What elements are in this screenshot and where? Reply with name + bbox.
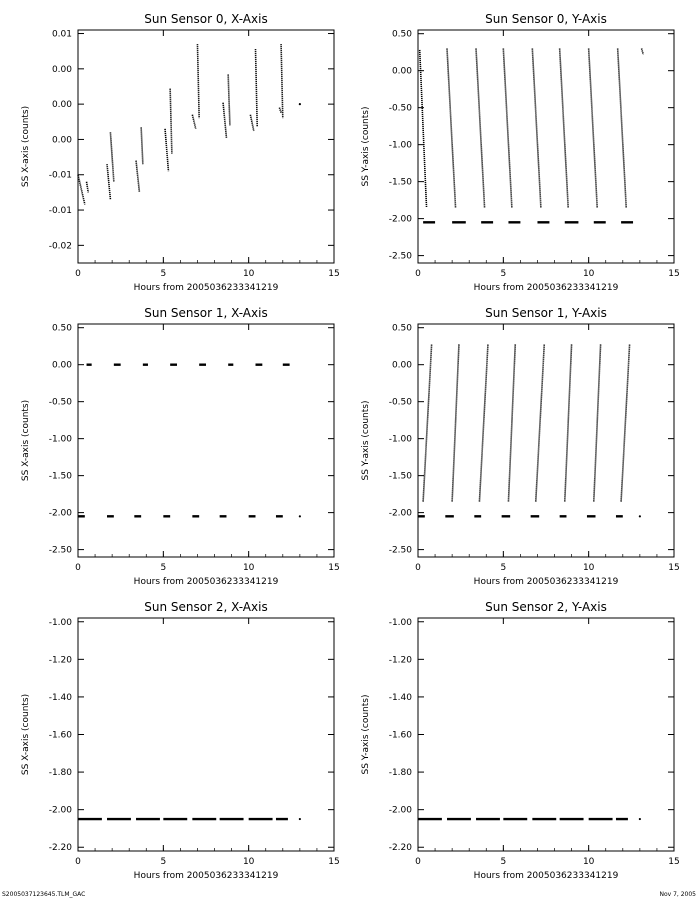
x-tick-label: 15 xyxy=(328,269,340,279)
x-tick-label: 5 xyxy=(160,857,167,867)
y-axis-label: SS X-axis (counts) xyxy=(21,693,31,776)
data-segment xyxy=(250,115,253,131)
panel-1 xyxy=(361,12,680,293)
plot-frame xyxy=(78,324,334,557)
data-segment xyxy=(536,344,545,502)
x-tick-label: 5 xyxy=(500,269,507,279)
x-tick-label: 10 xyxy=(582,857,595,867)
y-tick-label: -2.20 xyxy=(48,843,72,854)
y-tick-label: -1.80 xyxy=(388,768,412,779)
y-tick-label: 0.50 xyxy=(51,323,72,334)
data-segment xyxy=(589,48,598,207)
y-tick-label: -2.20 xyxy=(388,843,412,854)
data-segment xyxy=(532,48,541,207)
data-segment xyxy=(560,48,569,207)
data-segment xyxy=(136,161,139,193)
y-tick-label: -0.50 xyxy=(48,397,72,408)
y-tick-label: -1.80 xyxy=(48,768,72,779)
data-segment xyxy=(165,129,168,171)
series-0 xyxy=(418,344,641,517)
x-tick-label: 0 xyxy=(415,269,421,279)
x-axis-label: Hours from 2005036233341219 xyxy=(473,283,619,293)
data-segment xyxy=(107,164,110,199)
data-point xyxy=(639,818,641,820)
data-segment xyxy=(476,48,485,207)
y-axis-label: SS Y-axis (counts) xyxy=(361,694,371,775)
data-segment xyxy=(479,344,488,502)
y-tick-label: -1.60 xyxy=(388,730,412,741)
y-tick-label: -1.50 xyxy=(388,471,412,482)
plot-frame xyxy=(78,618,334,851)
chart-title: Sun Sensor 1, X-Axis xyxy=(144,306,268,320)
y-tick-label: -1.00 xyxy=(388,140,412,151)
data-segment xyxy=(594,344,601,502)
x-tick-label: 10 xyxy=(242,563,255,573)
panel-0 xyxy=(21,12,340,293)
y-tick-label: -1.40 xyxy=(48,692,72,703)
data-point xyxy=(299,103,301,105)
y-tick-label: 0.00 xyxy=(51,360,72,371)
y-tick-label: -2.00 xyxy=(388,508,412,519)
x-tick-label: 10 xyxy=(242,857,255,867)
y-tick-label: -2.50 xyxy=(388,545,412,556)
y-axis-label: SS Y-axis (counts) xyxy=(361,106,371,187)
chart-title: Sun Sensor 0, X-Axis xyxy=(144,12,268,26)
y-axis-label: SS X-axis (counts) xyxy=(21,105,31,188)
plot-frame xyxy=(78,30,334,263)
y-tick-label: -0.50 xyxy=(388,103,412,114)
x-tick-label: 5 xyxy=(500,857,507,867)
y-tick-label: 0.00 xyxy=(51,100,72,111)
panel-4 xyxy=(21,600,340,881)
series-1 xyxy=(78,515,301,517)
data-segment xyxy=(197,44,199,118)
y-axis-label: SS X-axis (counts) xyxy=(21,399,31,482)
x-tick-label: 0 xyxy=(75,269,81,279)
y-tick-label: -1.00 xyxy=(388,434,412,445)
data-segment xyxy=(642,48,644,54)
y-axis-label: SS Y-axis (counts) xyxy=(361,400,371,481)
y-tick-label: -1.50 xyxy=(48,471,72,482)
x-axis-label: Hours from 2005036233341219 xyxy=(473,577,619,587)
data-segment xyxy=(447,48,456,207)
footer-filename: S2005037123645.TLM_GAC xyxy=(2,891,86,898)
data-segment xyxy=(565,344,572,502)
data-segment xyxy=(508,344,515,502)
x-tick-label: 15 xyxy=(668,269,680,279)
y-tick-label: -2.00 xyxy=(388,805,412,816)
y-tick-label: -0.01 xyxy=(48,170,72,181)
data-segment xyxy=(228,74,230,125)
data-segment xyxy=(423,344,432,502)
y-tick-label: 0.50 xyxy=(391,29,412,40)
x-tick-label: 10 xyxy=(582,269,595,279)
x-axis-label: Hours from 2005036233341219 xyxy=(473,871,619,881)
data-segment xyxy=(279,108,281,113)
data-segment xyxy=(141,127,143,164)
data-point xyxy=(299,818,301,820)
y-tick-label: 0.00 xyxy=(391,360,412,371)
data-segment xyxy=(223,103,226,138)
x-tick-label: 15 xyxy=(668,857,680,867)
y-tick-label: -0.01 xyxy=(48,206,72,217)
y-tick-label: -1.20 xyxy=(388,655,412,666)
x-axis-label: Hours from 2005036233341219 xyxy=(133,871,279,881)
data-segment xyxy=(618,48,627,207)
x-axis-label: Hours from 2005036233341219 xyxy=(133,577,279,587)
y-tick-label: 0.50 xyxy=(391,323,412,334)
data-segment xyxy=(78,175,85,205)
y-tick-label: 0.00 xyxy=(391,66,412,77)
x-tick-label: 15 xyxy=(328,563,340,573)
data-segment xyxy=(170,89,172,154)
series-0 xyxy=(418,818,641,820)
footer-date: Nov 7, 2005 xyxy=(659,891,696,898)
data-point xyxy=(299,515,301,517)
data-segment xyxy=(281,44,283,118)
series-0 xyxy=(78,44,301,204)
data-segment xyxy=(110,132,113,181)
y-tick-label: 0.00 xyxy=(51,64,72,75)
series-0 xyxy=(420,48,644,222)
x-tick-label: 0 xyxy=(415,857,421,867)
data-segment xyxy=(87,182,89,193)
y-tick-label: -0.50 xyxy=(388,397,412,408)
y-tick-label: -1.40 xyxy=(388,692,412,703)
plot-frame xyxy=(418,324,674,557)
x-tick-label: 0 xyxy=(75,563,81,573)
y-tick-label: -1.00 xyxy=(48,617,72,628)
x-tick-label: 15 xyxy=(668,563,680,573)
panel-3 xyxy=(361,306,680,587)
y-tick-label: 0.00 xyxy=(51,135,72,146)
x-axis-label: Hours from 2005036233341219 xyxy=(133,283,279,293)
data-point xyxy=(639,515,641,517)
y-tick-label: -2.00 xyxy=(48,805,72,816)
data-segment xyxy=(420,50,427,208)
data-segment xyxy=(192,115,195,129)
x-tick-label: 10 xyxy=(582,563,595,573)
chart-title: Sun Sensor 2, X-Axis xyxy=(144,600,268,614)
x-tick-label: 5 xyxy=(500,563,507,573)
chart-title: Sun Sensor 0, Y-Axis xyxy=(485,12,607,26)
x-tick-label: 10 xyxy=(242,269,255,279)
y-tick-label: -2.00 xyxy=(388,214,412,225)
x-tick-label: 5 xyxy=(160,269,167,279)
plot-frame xyxy=(418,618,674,851)
y-tick-label: -1.60 xyxy=(48,730,72,741)
y-tick-label: -1.00 xyxy=(388,617,412,628)
x-tick-label: 0 xyxy=(75,857,81,867)
series-0 xyxy=(78,818,301,820)
data-segment xyxy=(621,344,630,502)
x-tick-label: 15 xyxy=(328,857,340,867)
x-tick-label: 5 xyxy=(160,563,167,573)
y-tick-label: -1.00 xyxy=(48,434,72,445)
plot-frame xyxy=(418,30,674,263)
data-segment xyxy=(255,49,257,127)
panel-2 xyxy=(21,306,340,587)
data-segment xyxy=(452,344,459,502)
y-tick-label: -0.02 xyxy=(48,241,72,252)
y-tick-label: -2.50 xyxy=(388,251,412,262)
y-tick-label: -2.00 xyxy=(48,508,72,519)
y-tick-label: -1.20 xyxy=(48,655,72,666)
panel-5 xyxy=(361,600,680,881)
y-tick-label: -1.50 xyxy=(388,177,412,188)
data-segment xyxy=(503,48,512,207)
chart-title: Sun Sensor 2, Y-Axis xyxy=(485,600,607,614)
x-tick-label: 0 xyxy=(415,563,421,573)
y-tick-label: 0.01 xyxy=(51,29,72,40)
y-tick-label: -2.50 xyxy=(48,545,72,556)
chart-title: Sun Sensor 1, Y-Axis xyxy=(485,306,607,320)
